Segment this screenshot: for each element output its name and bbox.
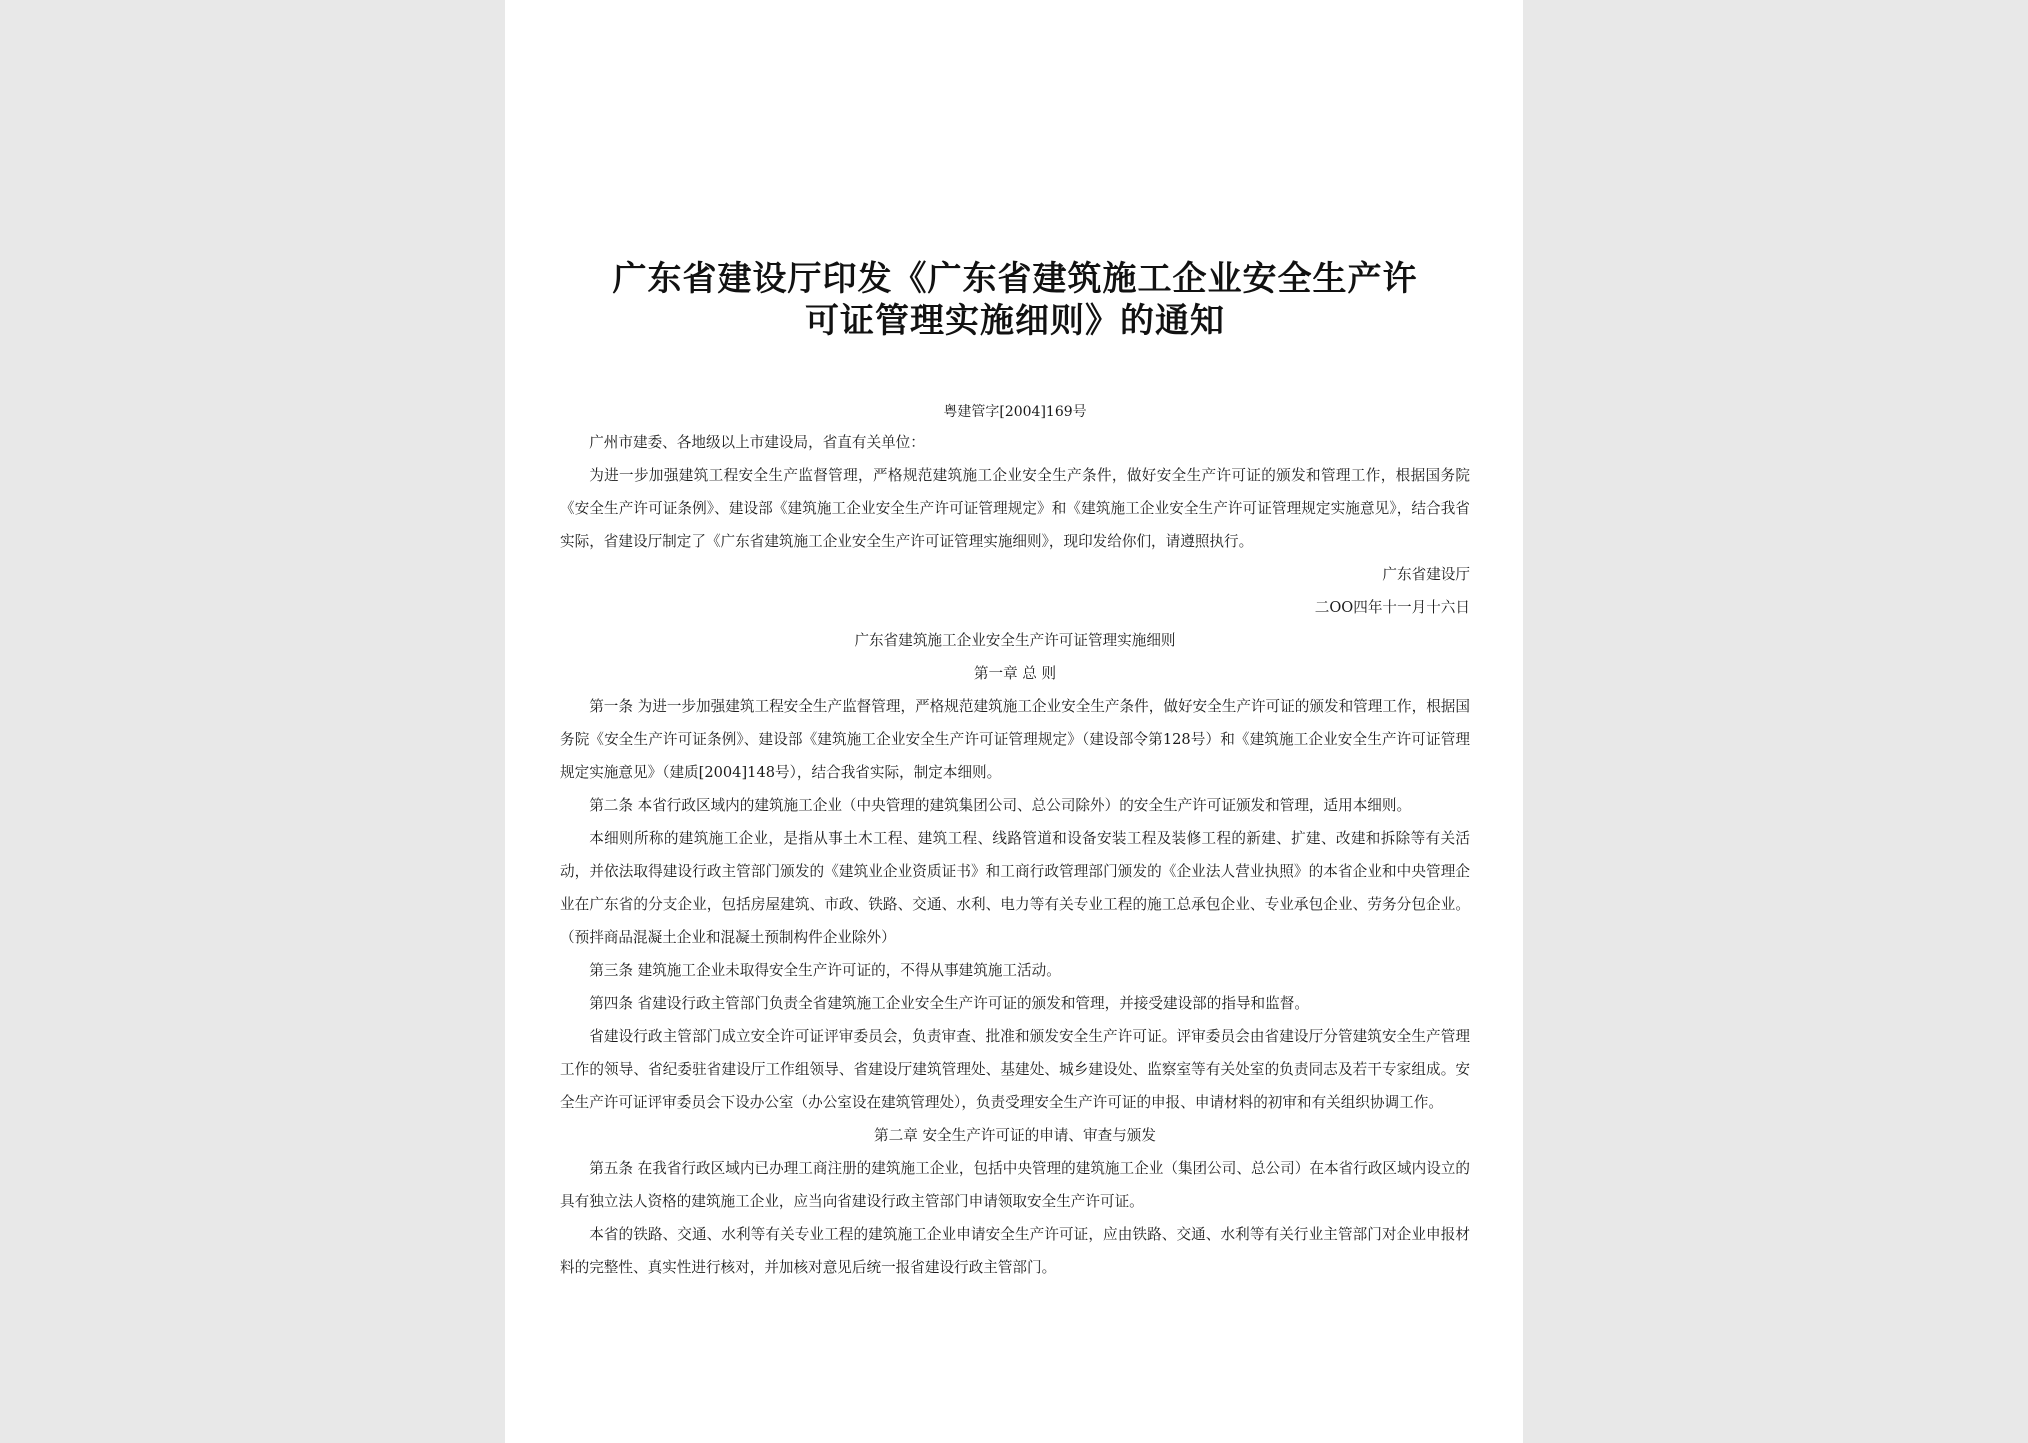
issuer: 广东省建设厅 — [1382, 566, 1470, 583]
intro-paragraph: 为进一步加强建筑工程安全生产监督管理，严格规范建筑施工企业安全生产条件，做好安全生产许可证的颁发和管理工作，根据国务院《安全生产许可证条例》、建设部《建筑施工企业安全生产许可证管理规定》和《建筑施工企业安全生产许可证管理规定实施意见》，结合我省实际，省建设厅制定了《广东省建筑施工企业安全生产许可证管理实施细则》，现印发给你们，请遵照执行。 — [560, 467, 1470, 550]
document-page — [505, 0, 1523, 1443]
article-3: 第三条 建筑施工企业未取得安全生产许可证的，不得从事建筑施工活动。 — [589, 962, 1061, 979]
article-5: 第五条 在我省行政区域内已办理工商注册的建筑施工企业，包括中央管理的建筑施工企业（集团公司、总公司）在本省行政区域内设立的具有独立法人资格的建筑施工企业，应当向省建设行政主管部门申请领取安全生产许可证。 — [560, 1160, 1470, 1210]
page-content — [560, 258, 1470, 1284]
chapter-heading-2: 第二章 安全生产许可证的申请、审查与颁发 — [874, 1127, 1156, 1144]
article-2-paragraph-2: 本细则所称的建筑施工企业，是指从事土木工程、建筑工程、线路管道和设备安装工程及装修工程的新建、扩建、改建和拆除等有关活动，并依法取得建设行政主管部门颁发的《建筑业企业资质证书》和工商行政管理部门颁发的《企业法人营业执照》的本省企业和中央管理企业在广东省的分支企业，包括房屋建筑、市政、铁路、交通、水利、电力等有关专业工程的施工总承包企业、专业承包企业、劳务分包企业。（预拌商品混凝土企业和混凝土预制构件企业除外） — [560, 830, 1470, 946]
article-2: 第二条 本省行政区域内的建筑施工企业（中央管理的建筑集团公司、总公司除外）的安全生产许可证颁发和管理，适用本细则。 — [589, 797, 1412, 814]
document-title-line2: 可证管理实施细则》的通知 — [805, 301, 1225, 341]
issue-date: 二OO四年十一月十六日 — [1314, 599, 1470, 616]
document-title — [560, 258, 1470, 342]
rules-title: 广东省建筑施工企业安全生产许可证管理实施细则 — [854, 632, 1176, 649]
article-1: 第一条 为进一步加强建筑工程安全生产监督管理，严格规范建筑施工企业安全生产条件，做好安全生产许可证的颁发和管理工作，根据国务院《安全生产许可证条例》、建设部《建筑施工企业安全生产许可证管理规定》（建设部令第128号）和《建筑施工企业安全生产许可证管理规定实施意见》（建质[2004]148号），结合我省实际，制定本细则。 — [560, 698, 1470, 781]
article-4-paragraph-2: 省建设行政主管部门成立安全许可证评审委员会，负责审查、批准和颁发安全生产许可证。评审委员会由省建设厅分管建筑安全生产管理工作的领导、省纪委驻省建设厅工作组领导、省建设厅建筑管理处、基建处、城乡建设处、监察室等有关处室的负责同志及若干专家组成。安全生产许可证评审委员会下设办公室（办公室设在建筑管理处），负责受理安全生产许可证的申报、申请材料的初审和有关组织协调工作。 — [560, 1028, 1470, 1111]
article-5-paragraph-2: 本省的铁路、交通、水利等有关专业工程的建筑施工企业申请安全生产许可证，应由铁路、交通、水利等有关行业主管部门对企业申报材料的完整性、真实性进行核对，并加核对意见后统一报省建设行政主管部门。 — [560, 1226, 1470, 1276]
document-title-line1: 广东省建设厅印发《广东省建筑施工企业安全生产许 — [612, 259, 1418, 299]
article-4: 第四条 省建设行政主管部门负责全省建筑施工企业安全生产许可证的颁发和管理，并接受建设部的指导和监督。 — [589, 995, 1309, 1012]
salutation: 广州市建委、各地级以上市建设局，省直有关单位： — [589, 434, 925, 451]
document-number: 粤建管字[2004]169号 — [943, 404, 1087, 420]
chapter-heading-1: 第一章 总 则 — [973, 665, 1057, 682]
